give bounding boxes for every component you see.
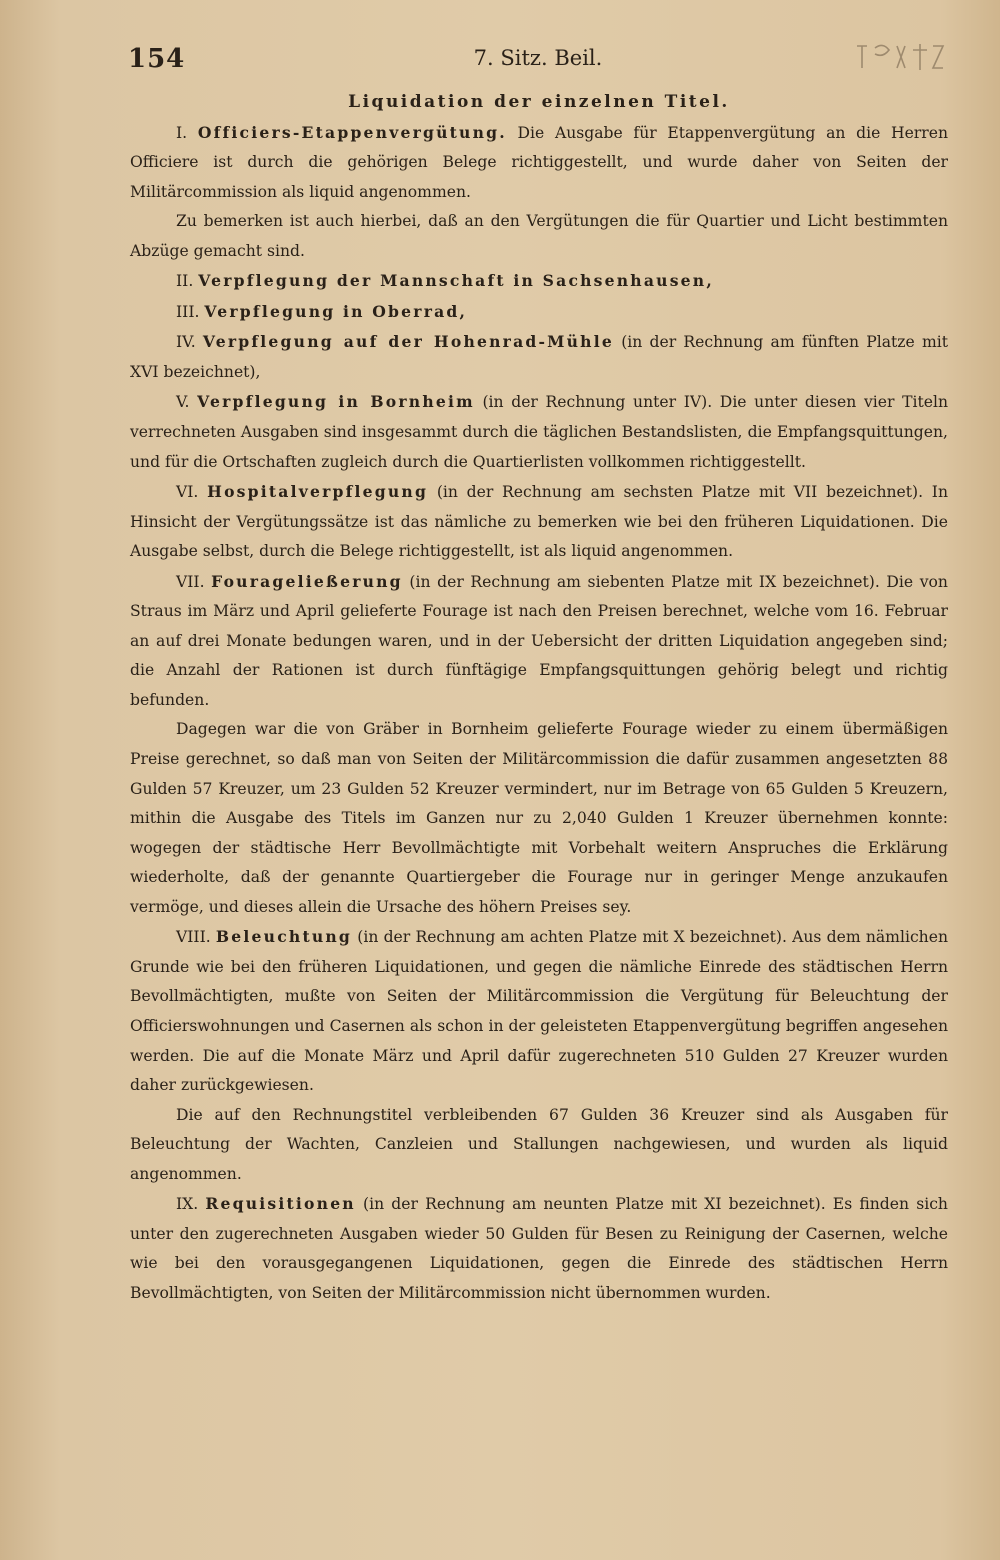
page-header — [128, 40, 948, 80]
item-heading: Fourageließerung — [211, 571, 403, 591]
item-label: VII. — [176, 572, 205, 591]
item-heading: Requisitionen — [205, 1194, 356, 1214]
item-heading: Verpflegung der Mannschaft in Sachsenhausen, — [198, 271, 714, 291]
item-paragraph — [130, 266, 948, 297]
item-paragraph — [130, 567, 948, 716]
item-paragraph — [130, 118, 948, 208]
item-text: (in der Rechnung am sechsten Platze mit VII bezeichnet). In Hinsicht der Vergütungssätze ist das nämliche zu bemerken wie bei den früheren Liquidationen. Die Ausgabe selbst, durch die Belege richtiggestellt, ist als liquid angenommen. — [130, 483, 949, 561]
item-label: I. — [176, 123, 188, 142]
item-text: (in der Rechnung am neunten Platze mit XI bezeichnet). Es finden sich unter den zugerechneten Ausgaben wieder 50 Gulden für Besen zu Reinigung der Casernen, welche wie bei den vorausgegangenen Liquidationen, gegen die Einrede des städtischen Herrn Bevollmächtigten, von Seiten der Militärcommission nicht übernommen wurden. — [130, 1195, 948, 1302]
item-label: III. — [176, 302, 200, 321]
item-heading: Verpflegung in Oberrad, — [204, 301, 468, 321]
item-text: Die Ausgabe für Etappenvergütung an die Herren Officiere ist durch die gehörigen Belege richtiggestellt, und wurde daher von Seiten der Militärcommission als liquid angenommen. — [130, 123, 948, 201]
item-text: (in der Rechnung am fünften Platze mit XVI bezeichnet), — [130, 333, 948, 381]
item-heading: Beleuchtung — [215, 927, 353, 947]
item-text: Die auf den Rechnungstitel verbleibenden 67 Gulden 36 Kreuzer sind als Ausgaben für Beleuchtung der Wachten, Canzleien und Stallungen nachgewiesen, und wurden als liquid angenommen. — [130, 1105, 948, 1183]
item-label: V. — [176, 393, 190, 412]
item-paragraph — [130, 1101, 948, 1190]
item-text: (in der Rechnung am achten Platze mit X bezeichnet). Aus dem nämlichen Grunde wie bei den früheren Liquidationen, und gegen die nämliche Einrede des städtischen Herrn Bevollmächtigten, mußte von Seiten der Militärcommission die Vergütung für Beleuchtung der Officierswohnungen und Casernen als schon in der geleisteten Etappenvergütung begriffen angesehen werden. Die auf die Monate März und April dafür zugerechneten 510 Gulden 27 Kreuzer wurden daher zurückgewiesen. — [130, 928, 948, 1095]
item-heading: Verpflegung in Bornheim — [197, 392, 475, 412]
item-label: IV. — [176, 333, 196, 352]
item-paragraph — [130, 297, 948, 328]
item-label: VI. — [176, 483, 199, 502]
item-text: (in der Rechnung am siebenten Platze mit IX bezeichnet). Die von Straus im März und April gelieferte Fourage ist nach den Preisen berechnet, welche vom 16. Februar an auf drei Monate bedungen waren, und in der Uebersicht der dritten Liquidation angegeben sind; die Anzahl der Rationen ist durch fünftägige Empfangsquittungen gehörig belegt und richtig befunden. — [130, 572, 948, 709]
library-stamp-icon — [853, 40, 948, 74]
section-title: Liquidation der einzelnen Titel. — [348, 92, 730, 112]
running-head: 7. Sitz. Beil. — [473, 46, 603, 70]
page-body — [130, 88, 948, 1308]
item-text: (in der Rechnung unter IV). Die unter diesen vier Titeln verrechneten Ausgaben sind insgesammt durch die täglichen Bestandslisten, die Empfangsquittungen, und für die Ortschaften zugleich durch die Quartierlisten vollkommen richtiggestellt. — [130, 393, 948, 471]
page-number: 154 — [128, 44, 186, 74]
item-label: VIII. — [176, 928, 211, 947]
item-paragraph — [130, 207, 948, 266]
item-label: II. — [176, 272, 194, 291]
item-paragraph — [130, 715, 948, 922]
item-text: Zu bemerken ist auch hierbei, daß an den Vergütungen die für Quartier und Licht bestimmten Abzüge gemacht sind. — [130, 212, 948, 260]
item-heading: Hospitalverpflegung — [207, 482, 429, 502]
item-text: Dagegen war die von Gräber in Bornheim gelieferte Fourage wieder zu einem übermäßigen Preise gerechnet, so daß man von Seiten der Militärcommission die dafür zusammen angesetzten 88 Gulden 57 Kreuzer, um 23 Gulden 52 Kreuzer vermindert, nur im Betrage von 65 Gulden 5 Kreuzern, mithin die Ausgabe des Titels im Ganzen nur zu 2,040 Gulden 1 Kreuzer übernehmen konnte: wogegen der städtische Herr Bevollmächtigte mit Vorbehalt weitern Anspruches die Erklärung wiederholte, daß der genannte Quartiergeber die Fourage nur in geringer Menge anzukaufen vermöge, und dieses allein die Ursache des höhern Preises sey. — [130, 720, 948, 916]
item-paragraph — [130, 922, 948, 1100]
item-heading: Verpflegung auf der Hohenrad-Mühle — [202, 332, 614, 352]
item-heading: Officiers-Etappenvergütung. — [197, 122, 507, 142]
item-paragraph — [130, 327, 948, 387]
item-paragraph — [130, 1189, 948, 1308]
item-paragraph — [130, 387, 948, 477]
item-label: IX. — [176, 1195, 199, 1214]
item-paragraph — [130, 477, 948, 567]
